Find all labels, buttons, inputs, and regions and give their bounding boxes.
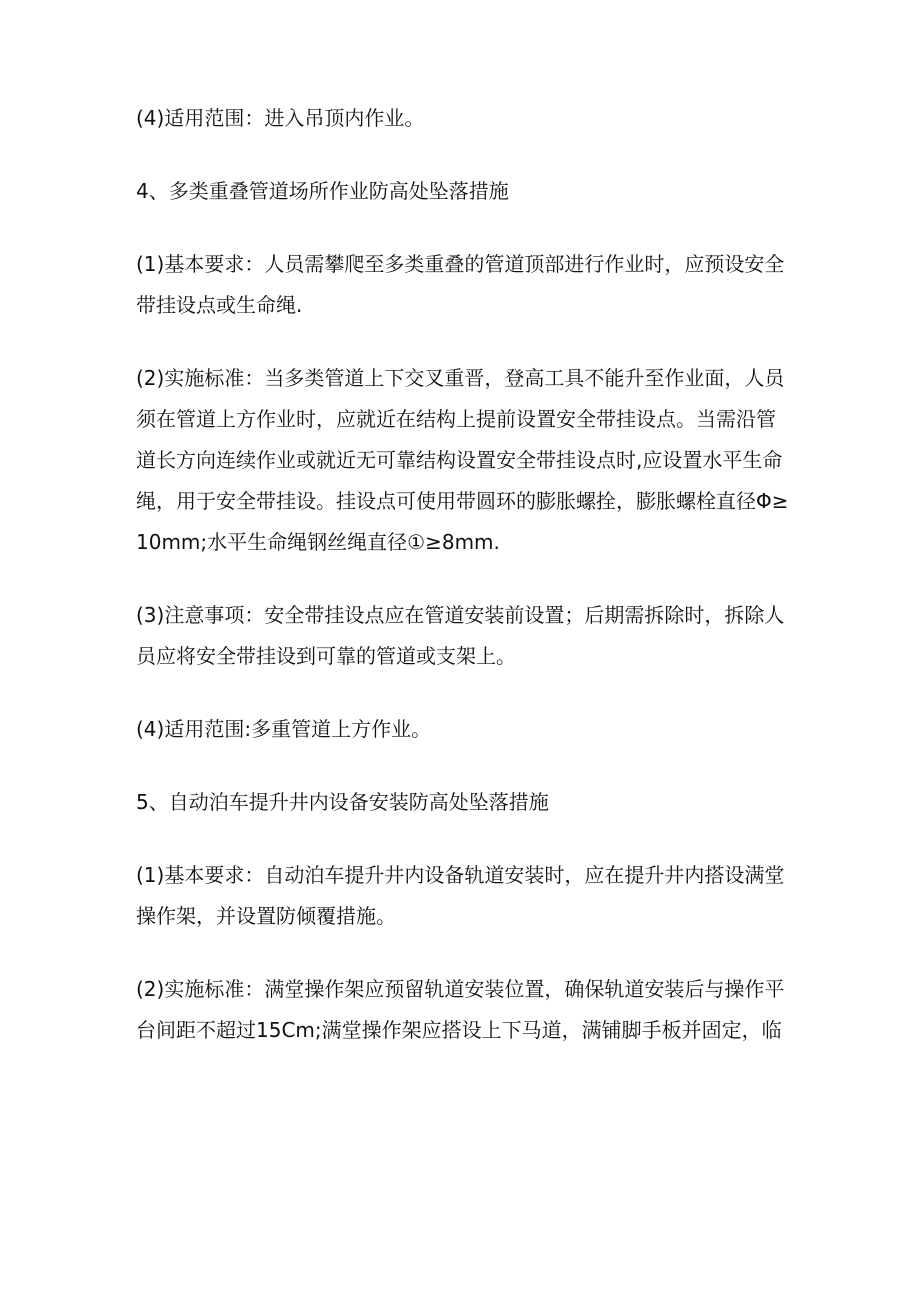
- section-5-heading: 5、自动泊车提升井内设备安装防高处坠落措施: [136, 790, 549, 814]
- scope-item-4-paragraph: (4)适用范围：进入吊顶内作业。: [136, 106, 425, 130]
- implementation-standard-paragraph: (2)实施标准：当多类管道上下交叉重晋，登高工具不能升至作业面，人员须在管道上方作业时，应就近在结构上提前设置安全带挂设点。当需沿管道长方向连续作业或就近无可靠结构设置安全带挂设点时,应设置水平生命绳，用于安全带挂设。挂设点可使用带圆环的膨胀螺拴，膨胀螺栓直径Φ≥10mm;水平生命绳钢丝绳直径①≥8mm.: [136, 366, 789, 554]
- section-4-heading: 4、多类重叠管道场所作业防高处坠落措施: [136, 179, 509, 203]
- basic-requirement-paragraph: (1)基本要求：人员需攀爬至多类重叠的管道顶部进行作业时，应预设安全带挂设点或生命绳.: [136, 252, 785, 317]
- precautions-paragraph: (3)注意事项：安全带挂设点应在管道安装前设置；后期需拆除时，拆除人员应将安全带挂设到可靠的管道或支架上。: [136, 603, 785, 668]
- scope-paragraph: (4)适用范围:多重管道上方作业。: [136, 717, 432, 741]
- section-5-basic-requirement-paragraph: (1)基本要求：自动泊车提升井内设备轨道安装时，应在提升井内搭设满堂操作架，并设置防倾覆措施。: [136, 863, 785, 928]
- section-5-implementation-standard-paragraph: (2)实施标准：满堂操作架应预留轨道安装位置，确保轨道安装后与操作平台间距不超过15Cm;满堂操作架应搭设上下马道，满铺脚手板并固定，临: [136, 977, 785, 1042]
- document-page: [136, 98, 790, 1083]
